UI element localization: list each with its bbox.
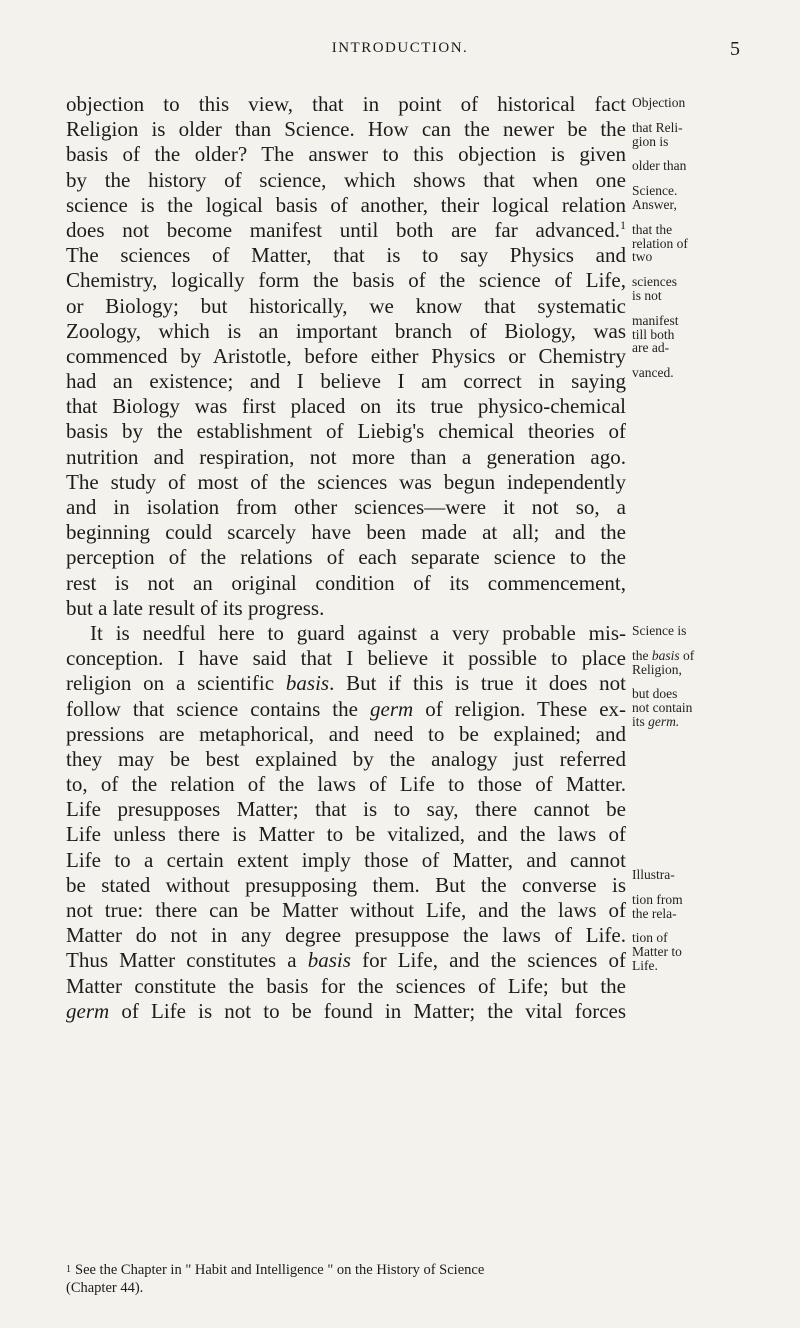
text-line: that Biology was first placed on its true physico-chemical [66, 394, 626, 419]
italic-word: basis [285, 671, 330, 696]
margin-line: sciences [632, 274, 677, 290]
text-line: objection to this view, that in point of historical fact [66, 92, 626, 116]
text-span: does not become manifest until both are far advanced. [66, 217, 620, 242]
margin-note-science-basis [632, 624, 792, 729]
margin-line: two [632, 249, 653, 265]
text-line: or Biology; but historically, we know that systematic [66, 293, 626, 318]
margin-note-objection [632, 96, 792, 380]
text-line: pressions are metaphorical, and need to be explained; and [66, 721, 626, 746]
margin-note-illustration [632, 868, 792, 973]
text-line: had an existence; and I believe I am correct in saying [66, 369, 626, 394]
footnote-text: See the Chapter in " Habit and Intelligence " on the History of Science [75, 1262, 485, 1278]
text-line: be stated without presupposing them. But the converse is [66, 872, 626, 897]
text-line [66, 621, 626, 646]
margin-line: but does [632, 686, 678, 702]
margin-line: vanced. [632, 365, 674, 381]
text-span: Thus Matter constitutes a [66, 948, 297, 973]
text-line: Religion is older than Science. How can the newer be the [66, 117, 626, 142]
margin-line: that the [632, 221, 673, 237]
text-line: perception of the relations of each separate science to the [66, 545, 626, 570]
text-line: not true: there can be Matter without Life, and the laws of [66, 898, 626, 922]
margin-line: that Reli- [632, 119, 683, 135]
text-line: The study of most of the sciences was begun independently [66, 469, 626, 494]
text-span: . But if this is true it does not [329, 671, 626, 696]
margin-line: Illustra- [632, 867, 675, 882]
text-span: religion on a scientific [66, 671, 275, 696]
text-span: follow that science contains the [66, 696, 358, 721]
italic-word: germ [370, 696, 414, 721]
text-line: conception. I have said that I believe it possible to place [66, 646, 626, 671]
margin-line: are ad- [632, 340, 670, 356]
text-line: basis by the establishment of Liebig's chemical theories of [66, 419, 626, 444]
text-span: its [632, 713, 645, 729]
margin-line: gion is [632, 133, 669, 149]
margin-line: older than [632, 158, 687, 174]
margin-line: tion of [632, 930, 668, 946]
text-line: basis of the older? The answer to this objection is given [66, 142, 626, 167]
margin-line [632, 715, 792, 729]
margin-line: Life. [632, 957, 658, 973]
text-line: they may be best explained by the analogy just referred [66, 746, 626, 771]
footnote-marker: 1 [620, 217, 626, 232]
text-line: Matter constitute the basis for the sciences of Life; but the [66, 973, 626, 998]
text-line [66, 218, 626, 243]
margin-line: the rela- [632, 905, 677, 921]
text-line: nutrition and respiration, not more than a generation ago. [66, 444, 626, 469]
text-line [66, 948, 626, 973]
text-span: of [683, 647, 695, 663]
margin-line [632, 649, 792, 663]
running-head: INTRODUCTION. [331, 40, 469, 56]
text-span: It is needful here to guard against a very probable mis- [90, 620, 626, 645]
margin-line: not contain [632, 700, 693, 716]
body-text [66, 92, 626, 1024]
page-number: 5 [730, 38, 740, 60]
text-line: by the history of science, which shows that when one [66, 167, 626, 192]
text-line: Life presupposes Matter; that is to say, there cannot be [66, 797, 626, 822]
text-line: Zoology, which is an important branch of Biology, was [66, 318, 626, 343]
text-line: to, of the relation of the laws of Life to those of Matter. [66, 772, 626, 797]
margin-line: relation of [632, 235, 688, 251]
text-span: of Life is not to be found in Matter; the vital forces [121, 998, 626, 1023]
footnote-line [66, 1261, 756, 1279]
margin-line: Religion, [632, 661, 682, 677]
margin-line: till both [632, 326, 675, 342]
text-line: and in isolation from other sciences—were it not so, a [66, 495, 626, 519]
text-span: of religion. These ex- [425, 696, 626, 721]
italic-word: germ. [648, 713, 680, 729]
text-line: rest is not an original condition of its commencement, [66, 570, 626, 595]
text-line [66, 999, 626, 1024]
italic-word: germ [66, 998, 110, 1023]
italic-word: basis [307, 948, 351, 973]
margin-line: Science is [632, 623, 687, 638]
text-span: the [632, 647, 649, 663]
margin-line: Matter to [632, 944, 682, 960]
text-line: but a late result of its progress. [66, 595, 325, 620]
margin-line: Answer, [632, 196, 677, 212]
text-line: The sciences of Matter, that is to say Physics and [66, 243, 626, 268]
text-line: Matter do not in any degree presuppose the laws of Life. [66, 923, 626, 948]
text-line: science is the logical basis of another, their logical relation [66, 192, 626, 217]
text-line: commenced by Aristotle, before either Physics or Chemistry [66, 343, 626, 368]
text-span: for Life, and the sciences of [362, 948, 626, 973]
text-line: Life unless there is Matter to be vitalized, and the laws of [66, 822, 626, 847]
margin-line: Science. [632, 183, 678, 199]
footnote-number: 1 [66, 1264, 71, 1275]
footnote [66, 1261, 756, 1297]
text-line: beginning could scarcely have been made at all; and the [66, 520, 626, 545]
text-line [66, 697, 626, 722]
text-line: Chemistry, logically form the basis of the science of Life, [66, 268, 626, 293]
italic-word: basis [651, 647, 680, 663]
margin-line: Objection [632, 95, 686, 110]
margin-line: is not [632, 287, 662, 303]
margin-line: tion from [632, 891, 683, 907]
margin-line: manifest [632, 312, 679, 328]
text-line [66, 671, 626, 696]
footnote-line: (Chapter 44). [66, 1280, 144, 1296]
page-header [0, 40, 800, 70]
text-line: Life to a certain extent imply those of Matter, and cannot [66, 847, 626, 872]
